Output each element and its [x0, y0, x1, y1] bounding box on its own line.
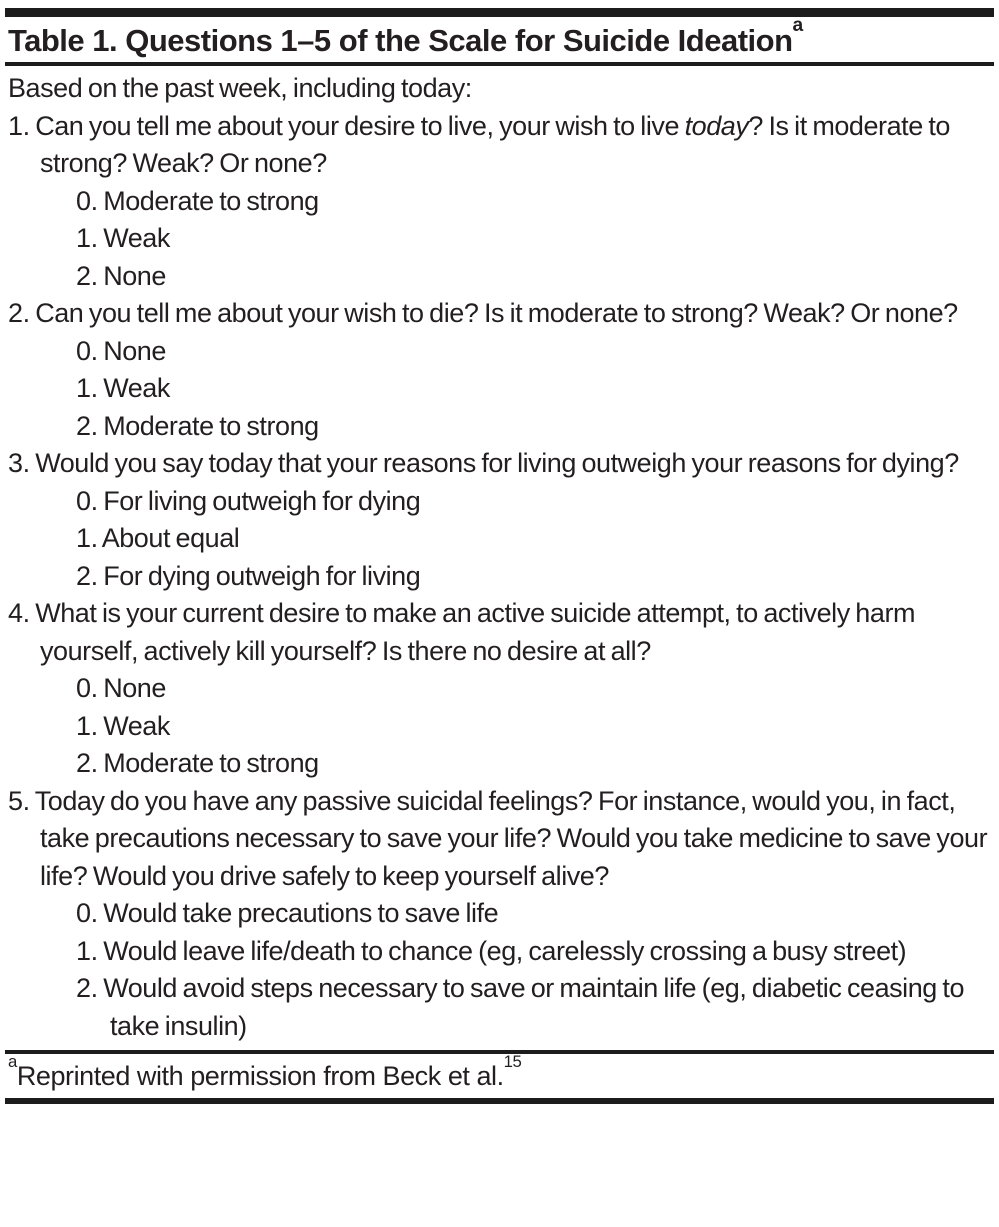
text-segment: today — [684, 110, 749, 141]
option-number: 1. — [76, 935, 98, 966]
option-number: 1. — [76, 223, 98, 253]
question-number: 4. — [8, 598, 30, 628]
option-item — [8, 558, 994, 596]
option-number: 1. — [76, 373, 98, 403]
question-item — [8, 595, 994, 670]
question-item — [8, 108, 994, 183]
question-text — [35, 448, 959, 478]
top-rule — [5, 8, 994, 17]
option-item — [8, 520, 994, 558]
option-item — [8, 895, 994, 933]
option-item — [8, 333, 994, 371]
option-label: For dying outweigh for living — [103, 560, 421, 591]
option-label: Moderate to strong — [103, 185, 319, 216]
question-item — [8, 295, 994, 333]
option-label: For living outweigh for dying — [103, 485, 421, 516]
table-title — [5, 17, 994, 62]
option-number: 0. — [76, 485, 98, 516]
option-item — [8, 408, 994, 446]
intro-text: Based on the past week, including today: — [8, 73, 472, 103]
option-label: About equal — [101, 523, 240, 553]
question-text — [35, 298, 958, 328]
option-label: None — [103, 260, 166, 291]
option-item — [8, 933, 994, 971]
option-number: 0. — [76, 185, 98, 216]
text-segment: Today do you have any passive suicidal feelings? For instance, would you, in fact, take precautions necessary to save your life? Would you take medicine to save your life? Would you drive safely to keep yourself alive? — [34, 785, 988, 891]
footnote-reference: 15 — [503, 1052, 522, 1072]
footnote — [5, 1054, 994, 1098]
question-item — [8, 783, 994, 896]
question-item — [8, 445, 994, 483]
option-item — [8, 220, 994, 258]
table-page — [0, 8, 999, 1104]
option-number: 2. — [76, 410, 98, 441]
question-number: 5. — [8, 785, 30, 816]
option-label: Moderate to strong — [103, 748, 319, 778]
question-number: 1. — [8, 110, 30, 141]
option-number: 1. — [76, 710, 98, 741]
table-body — [5, 66, 994, 1050]
bottom-rule — [5, 1098, 994, 1104]
text-segment: Would you say today that your reasons for living outweigh your reasons for dying? — [35, 448, 959, 478]
option-item — [8, 183, 994, 221]
option-number: 0. — [76, 898, 98, 928]
option-label: Weak — [103, 373, 170, 403]
option-number: 2. — [76, 973, 98, 1003]
question-text — [35, 786, 987, 891]
option-number: 2. — [76, 560, 98, 591]
text-segment: ? Is it moderate to strong? Weak? Or none? — [40, 110, 950, 178]
question-number: 3. — [8, 448, 30, 478]
text-segment: Can you tell me about your wish to die? Is it moderate to strong? Weak? Or none? — [35, 298, 958, 328]
option-number: 0. — [76, 335, 98, 366]
text-segment: What is your current desire to make an active suicide attempt, to actively harm yourself, actively kill yourself? Is there no desire at all? — [35, 598, 916, 666]
question-text — [35, 598, 915, 666]
footnote-text: Reprinted with permission from Beck et al. — [16, 1061, 504, 1091]
title-text: Table 1. Questions 1–5 of the Scale for Suicide Ideation — [8, 23, 793, 58]
footnote-marker: a — [8, 1052, 17, 1072]
option-label: Would avoid steps necessary to save or maintain life (eg, diabetic ceasing to take insulin) — [103, 973, 965, 1041]
option-label: None — [103, 335, 166, 366]
option-item — [8, 483, 994, 521]
option-item — [8, 258, 994, 296]
option-number: 1. — [76, 523, 98, 553]
option-label: Would take precautions to save life — [103, 898, 499, 928]
option-label: Moderate to strong — [103, 410, 319, 441]
option-item — [8, 370, 994, 408]
title-superscript: a — [792, 15, 803, 37]
option-label: None — [103, 673, 166, 703]
option-item — [8, 970, 994, 1045]
option-number: 2. — [76, 748, 98, 778]
option-item — [8, 670, 994, 708]
option-number: 2. — [76, 260, 98, 291]
option-label: Would leave life/death to chance (eg, carelessly crossing a busy street) — [103, 935, 907, 966]
questions-list — [8, 108, 994, 1046]
question-text — [35, 111, 950, 179]
option-number: 0. — [76, 673, 98, 703]
option-item — [8, 708, 994, 746]
text-segment: Can you tell me about your desire to live, your wish to live — [35, 110, 685, 141]
option-label: Weak — [103, 223, 170, 253]
question-number: 2. — [8, 298, 30, 328]
option-label: Weak — [103, 710, 170, 741]
option-item — [8, 745, 994, 783]
